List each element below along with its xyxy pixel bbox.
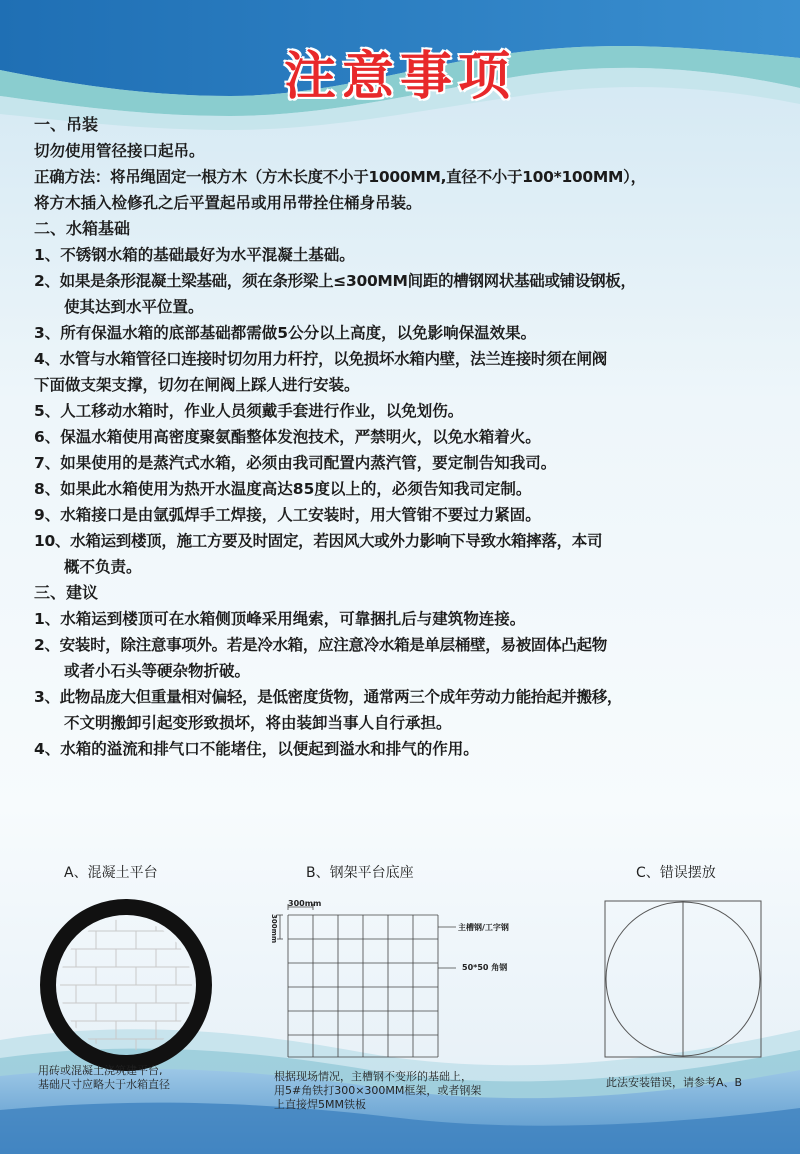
figure-c-caption: C、错误摆放 — [636, 865, 716, 881]
figure-b-caption: B、钢架平台底座 — [306, 865, 414, 881]
text-line: 概不负责。 — [64, 558, 142, 576]
text-line: 8、如果此水箱使用为热开水温度高达85度以上的，必须告知我司定制。 — [34, 480, 532, 498]
concrete-platform-diagram — [36, 895, 216, 1075]
text-line: 1、不锈钢水箱的基础最好为水平混凝土基础。 — [34, 246, 355, 264]
section-heading: 二、水箱基础 — [34, 219, 131, 238]
steel-frame-diagram — [268, 895, 538, 1065]
note-line: 基础尺寸应略大于水箱直径 — [38, 1078, 170, 1091]
text-line: 10、水箱运到楼顶，施工方要及时固定，若因风大或外力影响下导致水箱摔落，本司 — [34, 532, 603, 550]
main-channel-label: 主槽钢/工字钢 — [458, 923, 509, 932]
figure-a-note — [38, 1064, 170, 1092]
note-line: 根据现场情况，主槽钢不变形的基础上， — [274, 1070, 472, 1083]
note-line: 用5#角铁打300×300MM框架，或者钢架 — [274, 1084, 482, 1097]
figure-a-caption: A、混凝土平台 — [64, 865, 158, 881]
text-line: 3、所有保温水箱的底部基础都需做5公分以上高度，以免影响保温效果。 — [34, 324, 537, 342]
text-line: 切勿使用管径接口起吊。 — [34, 142, 205, 160]
note-line: 上直接焊5MM铁板 — [274, 1098, 366, 1111]
text-line: 正确方法：将吊绳固定一根方木（方木长度不小于1000MM,直径不小于100*100MM）， — [34, 168, 646, 186]
wrong-placement-diagram — [602, 898, 766, 1062]
text-line: 不文明搬卸引起变形致损坏，将由装卸当事人自行承担。 — [64, 714, 452, 732]
text-line: 2、如果是条形混凝土梁基础，须在条形梁上≤300MM间距的槽钢网状基础或铺设钢板， — [34, 272, 636, 290]
text-line: 9、水箱接口是由氩弧焊手工焊接，人工安装时，用大管钳不要过力紧固。 — [34, 506, 541, 524]
figure-c-note — [606, 1076, 742, 1090]
dimension-label-top: 300mm — [288, 899, 322, 908]
poster-title: 注意事项 — [283, 47, 516, 107]
text-line: 4、水箱的溢流和排气口不能堵住，以便起到溢水和排气的作用。 — [34, 740, 479, 758]
text-line: 下面做支架支撑，切勿在闸阀上踩人进行安装。 — [34, 376, 360, 394]
text-line: 2、安装时，除注意事项外。若是冷水箱，应注意冷水箱是单层桶壁，易被固体凸起物 — [34, 636, 607, 654]
text-line: 4、水管与水箱管径口连接时切勿用力杆拧，以免损坏水箱内壁，法兰连接时须在闸阀 — [34, 350, 607, 368]
note-line: 此法安装错误，请参考A、B — [606, 1076, 743, 1089]
section-heading: 一、吊装 — [34, 115, 99, 134]
notice-content — [34, 112, 774, 762]
note-line: 用砖或混凝土浇筑建平台, — [38, 1064, 163, 1077]
text-line: 将方木插入检修孔之后平置起吊或用吊带拴住桶身吊装。 — [34, 194, 422, 212]
text-line: 7、如果使用的是蒸汽式水箱，必须由我司配置内蒸汽管，要定制告知我司。 — [34, 454, 557, 472]
text-line: 使其达到水平位置。 — [64, 298, 204, 316]
text-line: 3、此物品庞大但重量相对偏轻，是低密度货物，通常两三个成年劳动力能抬起并搬移， — [34, 688, 623, 706]
section-heading: 三、建议 — [34, 583, 99, 602]
text-line: 5、人工移动水箱时，作业人员须戴手套进行作业，以免划伤。 — [34, 402, 464, 420]
text-line: 6、保温水箱使用高密度聚氨酯整体发泡技术，严禁明火，以免水箱着火。 — [34, 428, 541, 446]
text-line: 1、水箱运到楼顶可在水箱侧顶峰采用绳索，可靠捆扎后与建筑物连接。 — [34, 610, 526, 628]
figure-b-note — [274, 1070, 481, 1112]
dimension-label-side: 300mm — [270, 914, 278, 944]
angle-steel-label: 50*50 角钢 — [462, 963, 508, 972]
text-line: 或者小石头等硬杂物折破。 — [64, 662, 251, 680]
